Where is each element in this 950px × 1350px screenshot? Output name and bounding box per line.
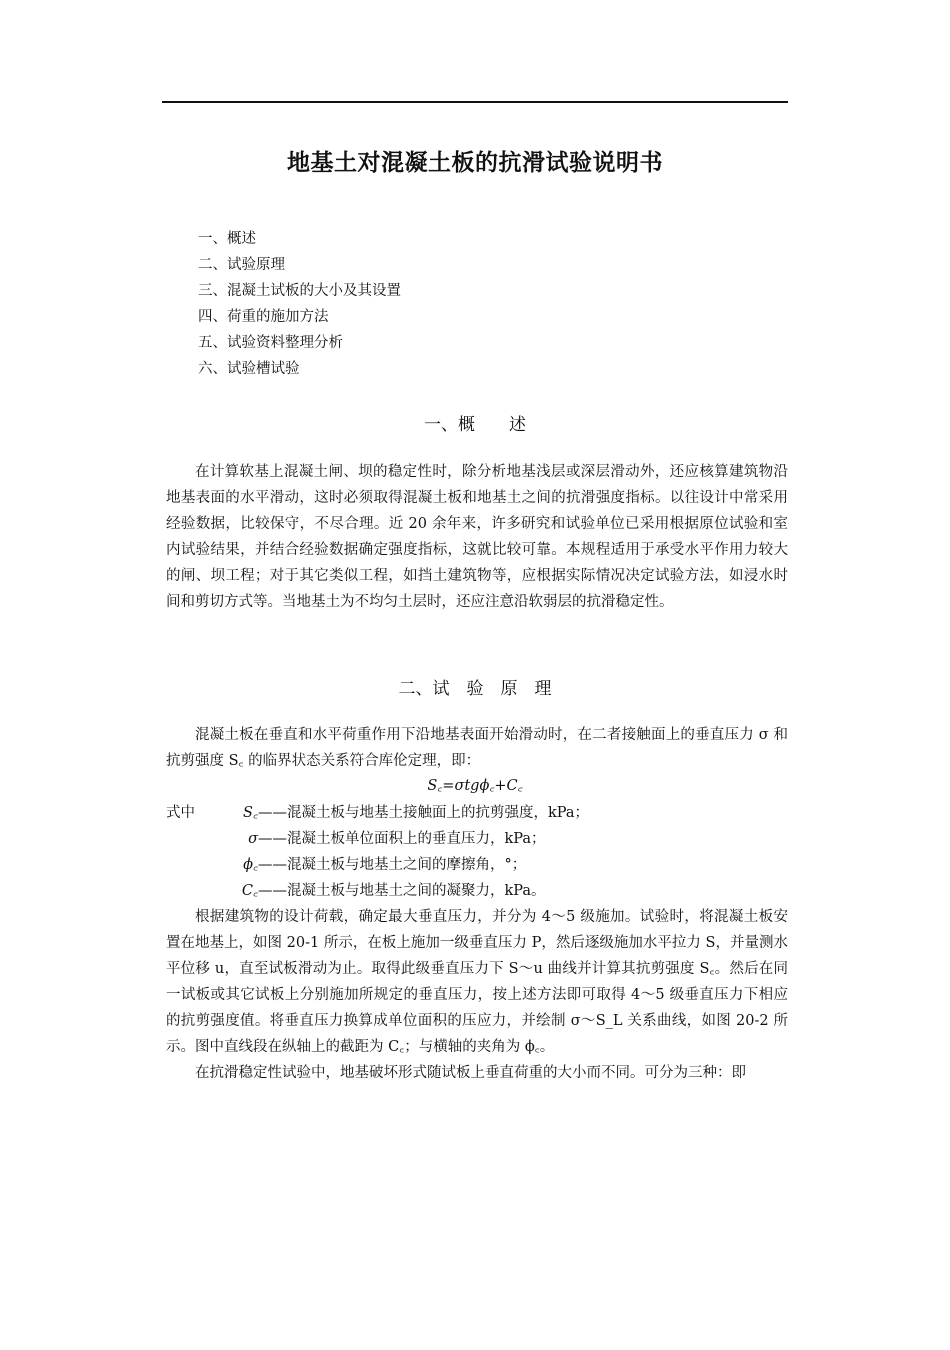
symbol-definitions (166, 800, 589, 904)
definition-symbol: σ (248, 831, 258, 847)
toc-item: 四、荷重的施加方法 (198, 309, 329, 325)
definition-row (166, 852, 589, 878)
section-heading-overview: 一、概 述 (424, 415, 526, 435)
coulomb-formula: S꜀=σtgϕ꜀+C꜀ (427, 778, 523, 794)
definition-symbol: C꜀ (241, 883, 258, 899)
toc-item: 五、试验资料整理分析 (198, 335, 343, 351)
principle-intro-paragraph: 混凝土板在垂直和水平荷重作用下沿地基表面开始滑动时，在二者接触面上的垂直压力 σ 和抗剪强度 S꜀ 的临界状态关系符合库伦定理，即： (166, 727, 788, 769)
definition-text: ——混凝土板与地基土之间的摩擦角，°； (258, 857, 527, 873)
toc-item: 一、概述 (198, 231, 256, 247)
principle-paragraph-2: 根据建筑物的设计荷载，确定最大垂直压力，并分为 4～5 级施加。试验时，将混凝土板安置在地基上，如图 20-1 所示，在板上施加一级垂直压力 P，然后逐级施加水平拉力 S，并量测水平位移 u，直至试板滑动为止。取得此级垂直压力下 S～u 曲线并计算其抗剪强度 S꜀。然后在同一试板或其它试板上分别施加所规定的垂直压力，按上述方法即可取得 4～5 级垂直压力下相应的抗剪强度值。将垂直压力换算成单位面积的压应力，并绘制 σ～S_L 关系曲线，如图 20-2 所示。图中直线段在纵轴上的截距为 C꜀；与横轴的夹角为 ϕ꜀。 (166, 909, 788, 1055)
toc-item: 二、试验原理 (198, 257, 285, 273)
definition-text: ——混凝土板单位面积上的垂直压力，kPa； (258, 831, 546, 847)
table-of-contents (198, 226, 401, 382)
definition-row (166, 826, 589, 852)
toc-item: 六、试验槽试验 (198, 361, 300, 377)
definition-symbol: S꜀ (243, 805, 258, 821)
definition-row (166, 800, 589, 826)
definition-text: ——混凝土板与地基土接触面上的抗剪强度，kPa； (258, 805, 590, 821)
toc-item: 三、混凝土试板的大小及其设置 (198, 283, 401, 299)
definition-text: ——混凝土板与地基土之间的凝聚力，kPa。 (258, 883, 546, 899)
section-heading-principle: 二、试 验 原 理 (398, 679, 552, 699)
overview-paragraph: 在计算软基上混凝土闸、坝的稳定性时，除分析地基浅层或深层滑动外，还应核算建筑物沿地基表面的水平滑动，这时必须取得混凝土板和地基土之间的抗滑强度指标。以往设计中常采用经验数据，比较保守，不尽合理。近 20 余年来，许多研究和试验单位已采用根据原位试验和室内试验结果，并结合经验数据确定强度指标，这就比较可靠。本规程适用于承受水平作用力较大的闸、坝工程；对于其它类似工程，如挡土建筑物等，应根据实际情况决定试验方法，如浸水时间和剪切方式等。当地基土为不均匀土层时，还应注意沿软弱层的抗滑稳定性。 (166, 464, 788, 610)
principle-paragraph-3: 在抗滑稳定性试验中，地基破坏形式随试板上垂直荷重的大小而不同。可分为三种：即 (195, 1065, 746, 1081)
definition-symbol: ϕ꜀ (243, 857, 258, 873)
document-title: 地基土对混凝土板的抗滑试验说明书 (287, 150, 663, 176)
definition-row (166, 878, 589, 904)
top-rule (162, 101, 788, 103)
definitions-lead: 式中 (166, 805, 195, 821)
